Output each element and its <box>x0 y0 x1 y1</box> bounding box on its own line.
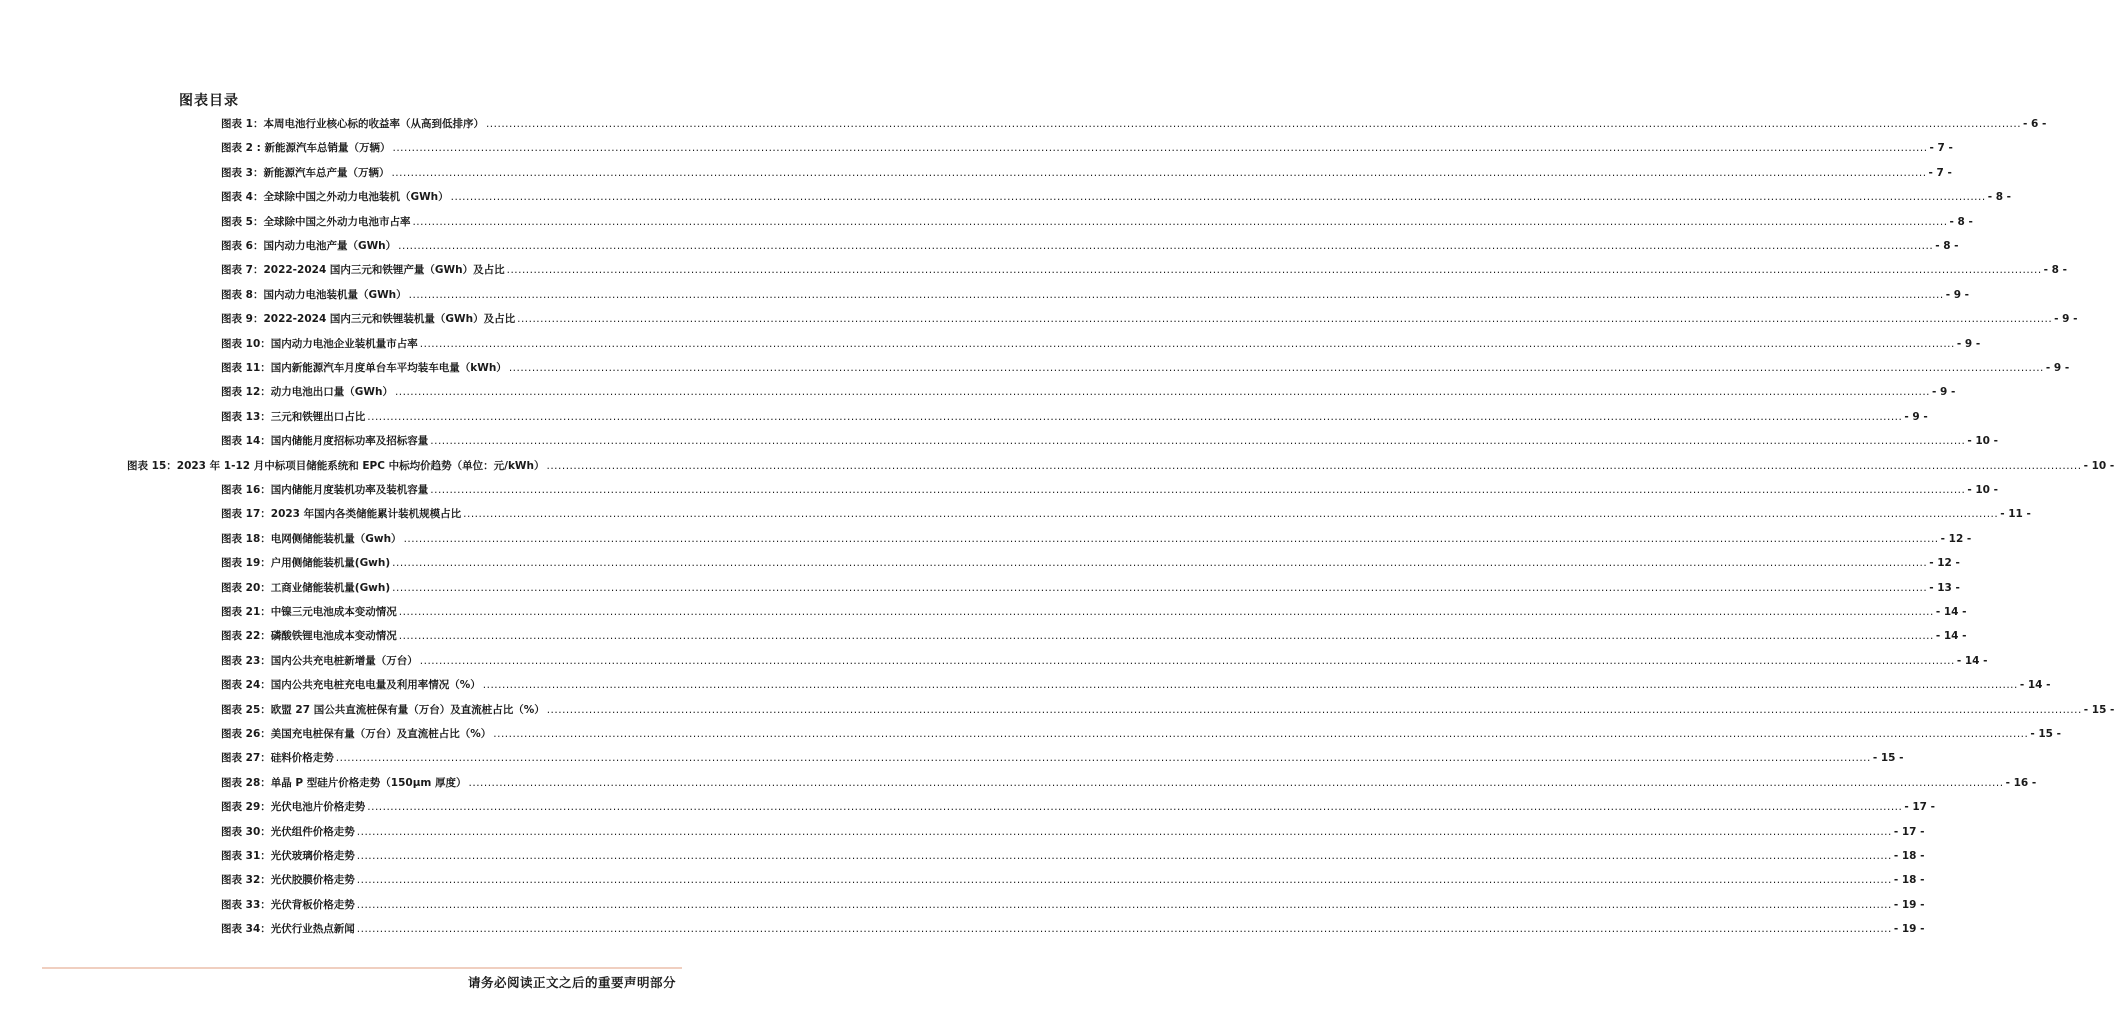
toc-entry-title: 图表 2 : 新能源汽车总销量（万辆） <box>221 142 391 155</box>
toc-dot-leader: ................................................................................................................................................................................................................................................................................................................................................................................................................ <box>430 435 1966 448</box>
toc-entry-page: - 9 - <box>1904 410 1928 423</box>
toc-entry-title: 图表 10：国内动力电池企业装机量市占率 <box>221 337 418 350</box>
toc-dot-leader: ................................................................................................................................................................................................................................................................................................................................................................................................................ <box>356 923 1892 936</box>
toc-entry-page: - 6 - <box>2023 118 2047 130</box>
toc-entry-title: 图表 19：户用侧储能装机量(Gwh) <box>221 557 391 570</box>
toc-entry-page: - 13 - <box>1929 581 1960 594</box>
toc-dot-leader: ................................................................................................................................................................................................................................................................................................................................................................................................................ <box>356 898 1892 911</box>
toc-dot-leader: ................................................................................................................................................................................................................................................................................................................................................................................................................ <box>335 752 1871 765</box>
footer-disclaimer: 请务必阅读正文之后的重要声明部分 <box>467 975 676 990</box>
toc-entry-page: - 12 - <box>1940 532 1972 545</box>
toc-entry-title: 图表 16：国内储能月度装机功率及装机容量 <box>221 484 429 496</box>
toc-entry-page: - 9 - <box>2054 313 2078 326</box>
toc-entry-title: 图表 30：光伏组件价格走势 <box>221 825 355 838</box>
toc-entry-page: - 7 - <box>1929 142 1953 155</box>
toc-entry[interactable] <box>221 897 1925 915</box>
toc-entry[interactable] <box>221 116 2047 134</box>
toc-dot-leader: ................................................................................................................................................................................................................................................................................................................................................................................................................ <box>394 386 1931 399</box>
toc-entry[interactable] <box>221 262 2068 280</box>
toc-entry-title: 图表 23：国内公共充电桩新增量（万台） <box>221 654 418 667</box>
toc-dot-leader: ................................................................................................................................................................................................................................................................................................................................................................................................................ <box>367 410 1903 423</box>
toc-entry-page: - 8 - <box>1935 240 1959 252</box>
toc-dot-leader: ................................................................................................................................................................................................................................................................................................................................................................................................................ <box>392 142 1928 155</box>
toc-entry[interactable] <box>221 921 1925 939</box>
toc-entry-page: - 9 - <box>2045 362 2070 374</box>
toc-entry[interactable] <box>221 799 1935 817</box>
toc-entry-title: 图表 9：2022-2024 国内三元和铁锂装机量（GWh）及占比 <box>221 313 516 326</box>
toc-dot-leader: ................................................................................................................................................................................................................................................................................................................................................................................................................ <box>391 166 1927 179</box>
toc-entry-title: 图表 28：单晶 P 型硅片价格走势（150μm 厚度） <box>221 776 467 789</box>
toc-dot-leader: ................................................................................................................................................................................................................................................................................................................................................................................................................ <box>392 581 1928 594</box>
toc-entry-title: 图表 3：新能源汽车总产量（万辆） <box>221 166 390 179</box>
toc-entry[interactable] <box>221 848 1925 866</box>
toc-entry[interactable] <box>221 238 1959 256</box>
toc-entry-page: - 18 - <box>1893 850 1925 862</box>
toc-dot-leader: ................................................................................................................................................................................................................................................................................................................................................................................................................ <box>468 776 2004 789</box>
toc-entry-page: - 8 - <box>2043 264 2068 277</box>
toc-entry[interactable] <box>221 580 1960 598</box>
toc-entry-title: 图表 5：全球除中国之外动力电池市占率 <box>221 215 411 228</box>
toc-dot-leader: ................................................................................................................................................................................................................................................................................................................................................................................................................ <box>356 825 1892 838</box>
toc-entry-page: - 7 - <box>1928 166 1952 179</box>
toc-entry[interactable] <box>221 287 1970 305</box>
toc-entry-title: 图表 6：国内动力电池产量（GWh） <box>221 240 397 252</box>
toc-entry-title: 图表 33：光伏背板价格走势 <box>221 898 355 911</box>
toc-entry-page: - 15 - <box>1872 752 1904 765</box>
toc-dot-leader: ................................................................................................................................................................................................................................................................................................................................................................................................................ <box>412 215 1948 228</box>
toc-entry-page: - 8 - <box>1987 191 2012 204</box>
toc-entry[interactable] <box>221 653 1988 671</box>
toc-entry-title: 图表 12：动力电池出口量（GWh） <box>221 386 393 399</box>
toc-entry-title: 图表 34：光伏行业热点新闻 <box>221 923 355 936</box>
toc-entry-title: 图表 18：电网侧储能装机量（Gwh） <box>221 532 402 545</box>
toc-entry-title: 图表 24：国内公共充电桩充电电量及利用率情况（%） <box>221 679 481 692</box>
toc-entry-page: - 9 - <box>1932 386 1956 399</box>
toc-entry[interactable] <box>221 750 1904 768</box>
toc-entry[interactable] <box>221 360 2070 378</box>
toc-entry-page: - 10 - <box>2083 459 2114 472</box>
toc-entry-title: 图表 32：光伏胶膜价格走势 <box>221 874 355 887</box>
toc-entry[interactable] <box>221 482 1998 500</box>
toc-entry[interactable] <box>221 628 1967 646</box>
toc-entry-page: - 19 - <box>1893 898 1925 911</box>
toc-dot-leader: ................................................................................................................................................................................................................................................................................................................................................................................................................ <box>398 630 1934 643</box>
toc-entry-title: 图表 4：全球除中国之外动力电池装机（GWh） <box>221 191 449 204</box>
toc-entry-page: - 10 - <box>1967 484 1998 496</box>
toc-entry[interactable] <box>221 433 1998 451</box>
toc-dot-leader: ................................................................................................................................................................................................................................................................................................................................................................................................................ <box>408 288 1944 301</box>
toc-entry-page: - 16 - <box>2005 776 2037 789</box>
toc-dot-leader: ................................................................................................................................................................................................................................................................................................................................................................................................................ <box>517 313 2053 326</box>
toc-entry[interactable] <box>221 165 1952 183</box>
toc-entry[interactable] <box>221 872 1925 890</box>
toc-entry-title: 图表 27：硅料价格走势 <box>221 752 334 765</box>
toc-dot-leader: ................................................................................................................................................................................................................................................................................................................................................................................................................ <box>493 728 2029 740</box>
toc-entry[interactable] <box>221 726 2061 744</box>
toc-entry-page: - 11 - <box>2000 508 2031 521</box>
toc-entry[interactable] <box>221 384 1956 402</box>
toc-entry-page: - 8 - <box>1949 215 1973 228</box>
toc-entry-title: 图表 31：光伏玻璃价格走势 <box>221 850 355 862</box>
toc-dot-leader: ................................................................................................................................................................................................................................................................................................................................................................................................................ <box>419 654 1955 667</box>
toc-entry[interactable] <box>221 409 1928 427</box>
toc-entry-page: - 10 - <box>1967 435 1998 448</box>
toc-entry-page: - 19 - <box>1893 923 1925 936</box>
toc-entry[interactable] <box>221 775 2037 793</box>
toc-dot-leader: ................................................................................................................................................................................................................................................................................................................................................................................................................ <box>546 703 2082 716</box>
toc-entry-page: - 12 - <box>1929 557 1960 570</box>
toc-entry-page: - 15 - <box>2083 703 2114 716</box>
toc-heading: 图表目录 <box>179 93 239 109</box>
toc-entry[interactable] <box>221 336 1981 354</box>
toc-entry[interactable] <box>221 506 2031 524</box>
toc-dot-leader: ................................................................................................................................................................................................................................................................................................................................................................................................................ <box>463 508 1999 521</box>
footer-divider <box>42 967 682 969</box>
toc-entry[interactable] <box>221 531 1972 549</box>
toc-entry-title: 图表 14：国内储能月度招标功率及招标容量 <box>221 435 429 448</box>
toc-entry-page: - 14 - <box>1956 654 1988 667</box>
toc-dot-leader: ................................................................................................................................................................................................................................................................................................................................................................................................................ <box>356 850 1892 862</box>
toc-dot-leader: ................................................................................................................................................................................................................................................................................................................................................................................................................ <box>392 557 1928 570</box>
toc-entry-title: 图表 13：三元和铁锂出口占比 <box>221 410 366 423</box>
toc-dot-leader: ................................................................................................................................................................................................................................................................................................................................................................................................................ <box>485 118 2022 130</box>
toc-entry[interactable] <box>221 824 1925 842</box>
toc-entry-title: 图表 8：国内动力电池装机量（GWh） <box>221 288 407 301</box>
toc-dot-leader: ................................................................................................................................................................................................................................................................................................................................................................................................................ <box>506 264 2042 277</box>
toc-entry[interactable] <box>221 140 1953 158</box>
toc-dot-leader: ................................................................................................................................................................................................................................................................................................................................................................................................................ <box>546 459 2082 472</box>
toc-entry-title: 图表 25：欧盟 27 国公共直流桩保有量（万台）及直流桩占比（%） <box>221 703 545 716</box>
toc-entry-page: - 14 - <box>2019 679 2051 692</box>
toc-entry-title: 图表 22：磷酸铁锂电池成本变动情况 <box>221 630 397 643</box>
toc-entry-title: 图表 15：2023 年 1-12 月中标项目储能系统和 EPC 中标均价趋势（单位：元/kWh） <box>127 459 545 472</box>
toc-dot-leader: ................................................................................................................................................................................................................................................................................................................................................................................................................ <box>450 191 1986 204</box>
toc-entry[interactable] <box>221 677 2051 695</box>
toc-entry-title: 图表 11：国内新能源汽车月度单台车平均装车电量（kWh） <box>221 362 507 374</box>
toc-dot-leader: ................................................................................................................................................................................................................................................................................................................................................................................................................ <box>430 484 1966 496</box>
toc-entry-page: - 9 - <box>1956 337 1981 350</box>
toc-dot-leader: ................................................................................................................................................................................................................................................................................................................................................................................................................ <box>482 679 2018 692</box>
toc-entry[interactable] <box>221 189 2012 207</box>
toc-entry-title: 图表 17：2023 年国内各类储能累计装机规模占比 <box>221 508 462 521</box>
toc-dot-leader: ................................................................................................................................................................................................................................................................................................................................................................................................................ <box>367 801 1903 814</box>
toc-entry-page: - 9 - <box>1945 288 1970 301</box>
toc-entry[interactable] <box>127 458 2114 476</box>
toc-entry-page: - 18 - <box>1893 874 1925 887</box>
toc-entry-page: - 17 - <box>1893 825 1925 838</box>
toc-entry-title: 图表 26：美国充电桩保有量（万台）及直流桩占比（%） <box>221 728 492 740</box>
toc-dot-leader: ................................................................................................................................................................................................................................................................................................................................................................................................................ <box>508 362 2044 374</box>
toc-entry-title: 图表 20：工商业储能装机量(Gwh) <box>221 581 391 594</box>
toc-entry[interactable] <box>221 604 1967 622</box>
toc-dot-leader: ................................................................................................................................................................................................................................................................................................................................................................................................................ <box>356 874 1892 887</box>
toc-entry-page: - 15 - <box>2030 728 2061 740</box>
toc-entry-page: - 14 - <box>1935 606 1967 618</box>
toc-dot-leader: ................................................................................................................................................................................................................................................................................................................................................................................................................ <box>398 606 1934 618</box>
toc-entry-title: 图表 21：中镍三元电池成本变动情况 <box>221 606 397 618</box>
toc-entry[interactable] <box>221 214 1973 232</box>
toc-dot-leader: ................................................................................................................................................................................................................................................................................................................................................................................................................ <box>419 337 1955 350</box>
toc-entry-title: 图表 1：本周电池行业核心标的收益率（从高到低排序） <box>221 118 484 130</box>
toc-entry[interactable] <box>221 555 1960 573</box>
toc-entry-page: - 17 - <box>1904 801 1935 814</box>
toc-entry[interactable] <box>221 311 2078 329</box>
toc-entry-title: 图表 29：光伏电池片价格走势 <box>221 801 366 814</box>
toc-dot-leader: ................................................................................................................................................................................................................................................................................................................................................................................................................ <box>403 532 1939 545</box>
toc-entry[interactable] <box>221 702 2114 720</box>
toc-entry-page: - 14 - <box>1935 630 1967 643</box>
toc-entry-title: 图表 7：2022-2024 国内三元和铁锂产量（GWh）及占比 <box>221 264 505 277</box>
toc-dot-leader: ................................................................................................................................................................................................................................................................................................................................................................................................................ <box>398 240 1934 252</box>
